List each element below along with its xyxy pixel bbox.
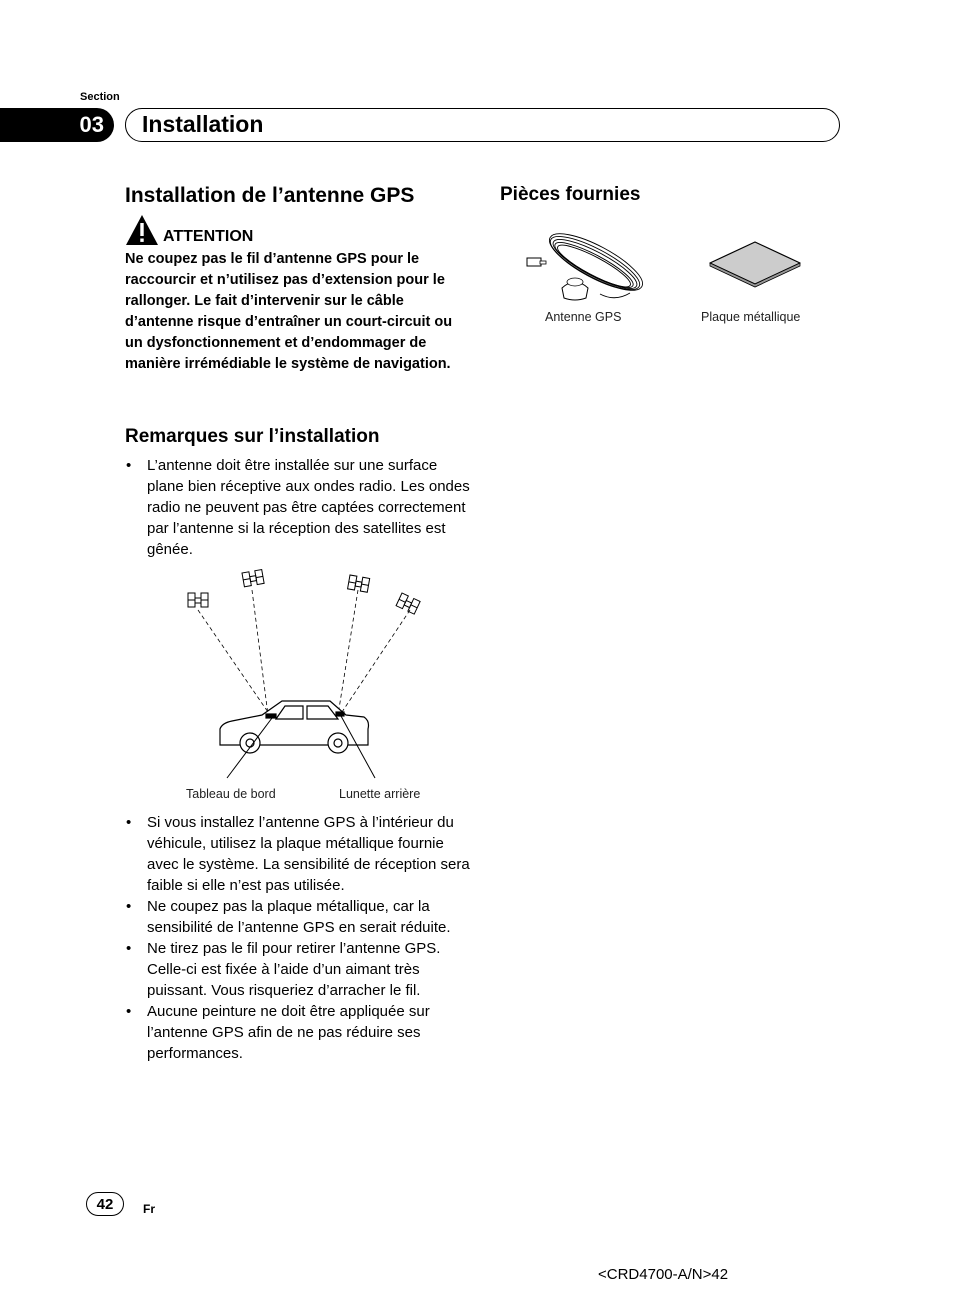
satellite-reception-diagram: [170, 565, 470, 785]
car-icon: [220, 701, 369, 753]
remarks-heading: Remarques sur l’installation: [125, 426, 380, 447]
section-label: Section: [80, 91, 120, 103]
list-item: • Ne tirez pas le fil pour retirer l’antenne GPS. Celle-ci est fixée à l’aide d’un aimant très puissant. Vous risqueriez d’arracher le fil.: [125, 938, 470, 1001]
caption-gps-antenna: Antenne GPS: [545, 310, 622, 324]
list-item: • Aucune peinture ne doit être appliquée sur l’antenne GPS afin de ne pas réduire ses performances.: [125, 1001, 470, 1064]
satellite-icon: [348, 575, 370, 592]
attention-label: ATTENTION: [163, 228, 254, 245]
page-title: Installation de l’antenne GPS: [125, 184, 415, 207]
attention-text: Ne coupez pas le fil d’antenne GPS pour le raccourcir et n’utilisez pas d’extension pour le rallonger. Le fait d’intervenir sur le câble d’antenne risque d’entraîner un court-circuit ou un dysfonctionnement et d’endommager de manière irrémédiable le système de navigation.: [125, 251, 453, 372]
metal-plate-icon: [705, 238, 805, 288]
gps-antenna-icon: [520, 218, 650, 308]
language-label: Fr: [143, 1202, 155, 1216]
caption-dashboard: Tableau de bord: [186, 787, 276, 801]
list-item: • Si vous installez l’antenne GPS à l’intérieur du véhicule, utilisez la plaque métallique fournie avec le système. La sensibilité de réception sera faible si elle n’est pas utilisée.: [125, 812, 470, 896]
warning-triangle-icon: [125, 214, 159, 246]
list-item: • L’antenne doit être installée sur une surface plane bien réceptive aux ondes radio. Les ondes radio ne peuvent pas être captées correctement par l’antenne si la réception des satellites est gênée.: [125, 455, 470, 560]
section-number-badge: 03: [0, 108, 114, 142]
satellite-icon: [396, 593, 420, 614]
caption-rear-window: Lunette arrière: [339, 787, 421, 801]
remarks-list: [125, 455, 470, 560]
satellite-icon: [188, 593, 208, 607]
satellite-icon: [242, 570, 264, 587]
caption-metal-plate: Plaque métallique: [701, 310, 801, 324]
list-item: • Ne coupez pas la plaque métallique, car la sensibilité de l’antenne GPS en serait réduite.: [125, 896, 470, 938]
page-number: 42: [86, 1192, 124, 1216]
header-title: Installation: [142, 111, 264, 137]
document-code: <CRD4700-A/N>42: [598, 1266, 729, 1283]
parts-heading: Pièces fournies: [500, 184, 641, 205]
remarks-list-2: [125, 812, 470, 1064]
